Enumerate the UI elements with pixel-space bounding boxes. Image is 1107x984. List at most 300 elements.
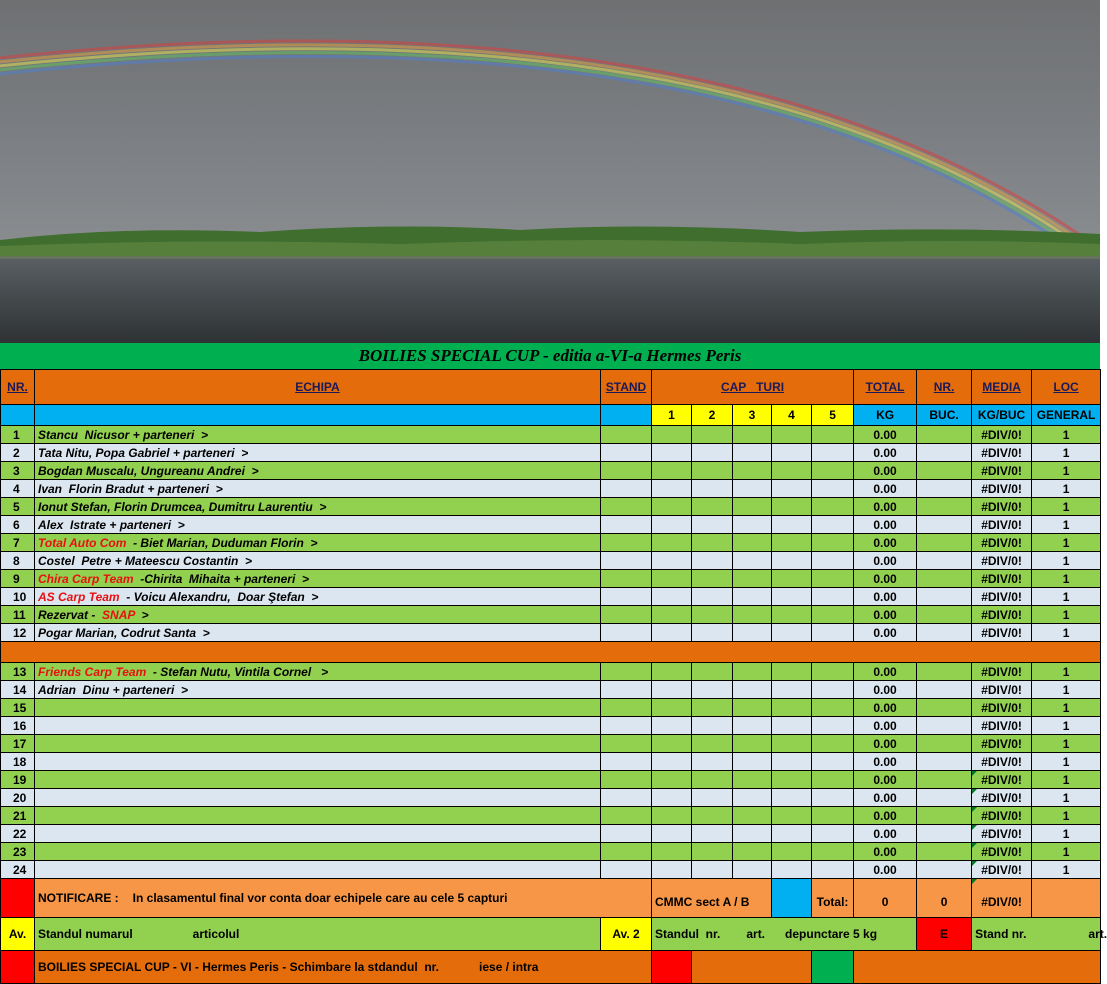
row-turn-3	[733, 462, 772, 480]
row-turn-4	[772, 681, 812, 699]
row-total-kg: 0.00	[854, 570, 917, 588]
row-nr-buc	[917, 807, 972, 825]
row-total-kg: 0.00	[854, 843, 917, 861]
row-turn-3	[733, 843, 772, 861]
total-media: #DIV/0!	[972, 879, 1032, 918]
row-stand	[601, 753, 652, 771]
row-turn-3	[733, 552, 772, 570]
row-turn-1	[652, 861, 692, 879]
row-nr-buc	[917, 735, 972, 753]
row-turn-4	[772, 861, 812, 879]
row-nr: 14	[1, 681, 35, 699]
row-turn-4	[772, 843, 812, 861]
row-turn-4	[772, 699, 812, 717]
col-stand-header: STAND	[601, 370, 652, 405]
row-total-kg: 0.00	[854, 753, 917, 771]
row-total-kg: 0.00	[854, 498, 917, 516]
row-loc: 1	[1032, 534, 1101, 552]
row-stand	[601, 825, 652, 843]
row-total-kg: 0.00	[854, 606, 917, 624]
stand-numarul: Standul numarul articolul	[35, 918, 601, 951]
row-nr: 18	[1, 753, 35, 771]
row-total-kg: 0.00	[854, 681, 917, 699]
row-loc: 1	[1032, 480, 1101, 498]
row-turn-4	[772, 663, 812, 681]
col-nrbuc-header: NR.	[917, 370, 972, 405]
row-stand	[601, 534, 652, 552]
row-turn-4	[772, 570, 812, 588]
row-turn-2	[692, 570, 733, 588]
row-nr: 11	[1, 606, 35, 624]
row-loc: 1	[1032, 516, 1101, 534]
row-team	[35, 807, 601, 825]
row-turn-2	[692, 444, 733, 462]
row-turn-3	[733, 861, 772, 879]
row-turn-5	[812, 807, 854, 825]
row-media: #DIV/0!	[972, 606, 1032, 624]
row-nr: 15	[1, 699, 35, 717]
row-total-kg: 0.00	[854, 807, 917, 825]
row-nr: 24	[1, 861, 35, 879]
row-loc: 1	[1032, 444, 1101, 462]
row-turn-3	[733, 588, 772, 606]
depunctare: Standul nr. art. depunctare 5 kg	[652, 918, 917, 951]
team-members: Pogar Marian, Codrut Santa >	[38, 625, 210, 640]
row-turn-3	[733, 444, 772, 462]
table-row	[1, 624, 1101, 642]
row-nr: 6	[1, 516, 35, 534]
row-media: #DIV/0!	[972, 624, 1032, 642]
row-turn-3	[733, 771, 772, 789]
row-turn-4	[772, 462, 812, 480]
table-row	[1, 735, 1101, 753]
row-team	[35, 663, 601, 681]
table-row	[1, 588, 1101, 606]
row-media: #DIV/0!	[972, 843, 1032, 861]
row-stand	[601, 843, 652, 861]
row-nr: 2	[1, 444, 35, 462]
row-turn-2	[692, 606, 733, 624]
row-media: #DIV/0!	[972, 789, 1032, 807]
kg-header: KG	[854, 405, 917, 426]
cmmc-label: CMMC sect A / B	[652, 879, 772, 918]
row-nr-buc	[917, 699, 972, 717]
row-total-kg: 0.00	[854, 552, 917, 570]
group-separator	[1, 642, 1101, 663]
notificare-text: In clasamentul final vor conta doar echipele care au cele 5 capturi	[132, 891, 508, 905]
row-team	[35, 861, 601, 879]
row-turn-1	[652, 462, 692, 480]
team-club-name: SNAP	[102, 607, 135, 622]
row-media: #DIV/0!	[972, 663, 1032, 681]
row-turn-4	[772, 426, 812, 444]
table-row	[1, 516, 1101, 534]
table-row	[1, 825, 1101, 843]
row-turn-2	[692, 843, 733, 861]
row-turn-5	[812, 534, 854, 552]
row-nr-buc	[917, 753, 972, 771]
table-row	[1, 606, 1101, 624]
col-echipa-header: ECHIPA	[35, 370, 601, 405]
row-turn-5	[812, 606, 854, 624]
team-members: -Chirita Mihaita + parteneri >	[133, 571, 309, 586]
row-nr: 1	[1, 426, 35, 444]
team-members: Tata Nitu, Popa Gabriel + parteneri >	[38, 445, 249, 460]
row-stand	[601, 717, 652, 735]
team-members: Ivan Florin Bradut + parteneri >	[38, 481, 223, 496]
row-loc: 1	[1032, 825, 1101, 843]
row-nr: 8	[1, 552, 35, 570]
row-media: #DIV/0!	[972, 735, 1032, 753]
table-row	[1, 480, 1101, 498]
red-swatch	[652, 951, 692, 984]
row-nr: 20	[1, 789, 35, 807]
row-turn-2	[692, 753, 733, 771]
team-members: Adrian Dinu + parteneri >	[38, 682, 189, 697]
row-turn-1	[652, 498, 692, 516]
row-turn-2	[692, 534, 733, 552]
row-turn-5	[812, 588, 854, 606]
row-turn-5	[812, 444, 854, 462]
row-loc: 1	[1032, 663, 1101, 681]
row-turn-4	[772, 444, 812, 462]
row-turn-4	[772, 735, 812, 753]
row-nr-buc	[917, 606, 972, 624]
row-turn-3	[733, 735, 772, 753]
row-turn-4	[772, 807, 812, 825]
row-turn-4	[772, 480, 812, 498]
row-turn-5	[812, 462, 854, 480]
total-kg: 0	[854, 879, 917, 918]
row-stand	[601, 624, 652, 642]
row-total-kg: 0.00	[854, 861, 917, 879]
row-turn-1	[652, 717, 692, 735]
row-turn-1	[652, 771, 692, 789]
row-stand	[601, 426, 652, 444]
row-turn-5	[812, 753, 854, 771]
row-turn-4	[772, 717, 812, 735]
row-loc: 1	[1032, 735, 1101, 753]
row-turn-1	[652, 588, 692, 606]
row-team	[35, 480, 601, 498]
row-loc: 1	[1032, 606, 1101, 624]
row-nr-buc	[917, 462, 972, 480]
row-nr: 23	[1, 843, 35, 861]
row-stand	[601, 588, 652, 606]
row-turn-4	[772, 588, 812, 606]
row-nr-buc	[917, 444, 972, 462]
row-loc: 1	[1032, 681, 1101, 699]
row-turn-1	[652, 534, 692, 552]
row-team	[35, 717, 601, 735]
team-members: Bogdan Muscalu, Ungureanu Andrei >	[38, 463, 259, 478]
row-turn-5	[812, 825, 854, 843]
table-row	[1, 534, 1101, 552]
subheader-row	[1, 405, 1101, 426]
table-row	[1, 843, 1101, 861]
row-nr-buc	[917, 861, 972, 879]
total-label: Total:	[812, 879, 854, 918]
header-photo-rainbow-lake	[0, 0, 1100, 343]
row-loc: 1	[1032, 699, 1101, 717]
row-turn-2	[692, 624, 733, 642]
row-media: #DIV/0!	[972, 771, 1032, 789]
row-team	[35, 462, 601, 480]
row-turn-4	[772, 552, 812, 570]
row-team	[35, 699, 601, 717]
row-turn-1	[652, 570, 692, 588]
row-total-kg: 0.00	[854, 663, 917, 681]
team-club-name: AS Carp Team	[38, 589, 120, 604]
row-turn-3	[733, 570, 772, 588]
row-turn-1	[652, 807, 692, 825]
team-club-name: Friends Carp Team	[38, 664, 147, 679]
row-loc: 1	[1032, 717, 1101, 735]
row-turn-5	[812, 861, 854, 879]
buc-header: BUC.	[917, 405, 972, 426]
row-total-kg: 0.00	[854, 699, 917, 717]
row-turn-1	[652, 552, 692, 570]
row-turn-4	[772, 771, 812, 789]
row-turn-2	[692, 807, 733, 825]
row-turn-1	[652, 426, 692, 444]
table-row	[1, 807, 1101, 825]
row-turn-4	[772, 789, 812, 807]
green-swatch	[812, 951, 854, 984]
row-turn-1	[652, 843, 692, 861]
row-team	[35, 624, 601, 642]
row-nr: 4	[1, 480, 35, 498]
row-media: #DIV/0!	[972, 699, 1032, 717]
table-row	[1, 771, 1101, 789]
row-turn-3	[733, 534, 772, 552]
row-nr-buc	[917, 843, 972, 861]
row-turn-4	[772, 498, 812, 516]
row-stand	[601, 516, 652, 534]
row-turn-4	[772, 606, 812, 624]
row-loc: 1	[1032, 426, 1101, 444]
row-turn-5	[812, 663, 854, 681]
row-turn-2	[692, 825, 733, 843]
team-members: - Stefan Nutu, Vintila Cornel >	[146, 664, 329, 679]
row-stand	[601, 462, 652, 480]
table-row	[1, 861, 1101, 879]
footer-notificare-row	[1, 879, 1101, 918]
table-row	[1, 789, 1101, 807]
row-turn-3	[733, 717, 772, 735]
table-row	[1, 444, 1101, 462]
row-turn-2	[692, 681, 733, 699]
row-team	[35, 771, 601, 789]
row-team	[35, 753, 601, 771]
row-nr: 7	[1, 534, 35, 552]
row-stand	[601, 606, 652, 624]
stand-nr: Stand nr. art.	[972, 918, 1101, 951]
row-turn-2	[692, 498, 733, 516]
row-total-kg: 0.00	[854, 624, 917, 642]
row-media: #DIV/0!	[972, 807, 1032, 825]
row-stand	[601, 444, 652, 462]
row-turn-1	[652, 699, 692, 717]
row-nr: 16	[1, 717, 35, 735]
row-stand	[601, 789, 652, 807]
row-media: #DIV/0!	[972, 462, 1032, 480]
row-total-kg: 0.00	[854, 462, 917, 480]
row-team	[35, 843, 601, 861]
row-turn-4	[772, 516, 812, 534]
row-loc: 1	[1032, 789, 1101, 807]
row-turn-3	[733, 624, 772, 642]
row-team	[35, 735, 601, 753]
row-nr: 9	[1, 570, 35, 588]
row-nr: 10	[1, 588, 35, 606]
row-turn-1	[652, 753, 692, 771]
row-stand	[601, 699, 652, 717]
row-total-kg: 0.00	[854, 534, 917, 552]
row-team	[35, 681, 601, 699]
table-row	[1, 498, 1101, 516]
row-nr-buc	[917, 789, 972, 807]
row-turn-3	[733, 825, 772, 843]
row-media: #DIV/0!	[972, 426, 1032, 444]
red-marker-2	[1, 951, 35, 984]
row-turn-3	[733, 480, 772, 498]
row-nr: 3	[1, 462, 35, 480]
row-nr-buc	[917, 588, 972, 606]
row-turn-2	[692, 588, 733, 606]
row-stand	[601, 480, 652, 498]
row-team	[35, 534, 601, 552]
row-total-kg: 0.00	[854, 771, 917, 789]
row-stand	[601, 771, 652, 789]
row-turn-3	[733, 426, 772, 444]
team-members: Alex Istrate + parteneri >	[38, 517, 185, 532]
table-row	[1, 753, 1101, 771]
row-turn-2	[692, 480, 733, 498]
row-turn-1	[652, 444, 692, 462]
row-loc: 1	[1032, 753, 1101, 771]
row-team	[35, 552, 601, 570]
turn-1-header: 1	[652, 405, 692, 426]
row-total-kg: 0.00	[854, 789, 917, 807]
row-loc: 1	[1032, 588, 1101, 606]
row-nr-buc	[917, 480, 972, 498]
col-nr-header: NR.	[1, 370, 35, 405]
row-nr-buc	[917, 681, 972, 699]
row-loc: 1	[1032, 843, 1101, 861]
row-turn-5	[812, 498, 854, 516]
row-loc: 1	[1032, 771, 1101, 789]
row-total-kg: 0.00	[854, 480, 917, 498]
row-media: #DIV/0!	[972, 825, 1032, 843]
team-members: Ionut Stefan, Florin Drumcea, Dumitru Laurentiu >	[38, 499, 327, 514]
row-nr: 19	[1, 771, 35, 789]
row-nr-buc	[917, 663, 972, 681]
row-team	[35, 825, 601, 843]
row-media: #DIV/0!	[972, 534, 1032, 552]
sheet-title: BOILIES SPECIAL CUP - editia a-VI-a Hermes Peris	[0, 343, 1100, 369]
row-loc: 1	[1032, 462, 1101, 480]
row-turn-1	[652, 735, 692, 753]
row-turn-1	[652, 480, 692, 498]
row-team	[35, 570, 601, 588]
row-turn-4	[772, 534, 812, 552]
row-stand	[601, 735, 652, 753]
row-turn-5	[812, 570, 854, 588]
row-total-kg: 0.00	[854, 825, 917, 843]
footer-schimbare-row	[1, 951, 1101, 984]
row-nr-buc	[917, 570, 972, 588]
row-turn-5	[812, 717, 854, 735]
row-turn-1	[652, 663, 692, 681]
team-club-name: Chira Carp Team	[38, 571, 134, 586]
row-turn-2	[692, 663, 733, 681]
row-nr-buc	[917, 717, 972, 735]
red-marker	[1, 879, 35, 918]
row-nr: 13	[1, 663, 35, 681]
row-turn-5	[812, 426, 854, 444]
notificare-label: NOTIFICARE :	[38, 891, 119, 905]
row-stand	[601, 570, 652, 588]
row-turn-5	[812, 480, 854, 498]
row-media: #DIV/0!	[972, 570, 1032, 588]
row-turn-2	[692, 735, 733, 753]
row-turn-2	[692, 426, 733, 444]
row-nr-buc	[917, 516, 972, 534]
header-row	[1, 370, 1101, 405]
row-total-kg: 0.00	[854, 735, 917, 753]
row-team	[35, 789, 601, 807]
turn-2-header: 2	[692, 405, 733, 426]
row-turn-2	[692, 771, 733, 789]
row-turn-3	[733, 753, 772, 771]
row-nr-buc	[917, 498, 972, 516]
row-team	[35, 606, 601, 624]
row-nr: 22	[1, 825, 35, 843]
row-team	[35, 444, 601, 462]
row-turn-5	[812, 624, 854, 642]
row-nr: 12	[1, 624, 35, 642]
table-row	[1, 570, 1101, 588]
team-members: - Biet Marian, Duduman Florin >	[126, 535, 318, 550]
general-header: GENERAL	[1032, 405, 1101, 426]
turn-5-header: 5	[812, 405, 854, 426]
row-total-kg: 0.00	[854, 444, 917, 462]
row-turn-2	[692, 789, 733, 807]
team-members: Rezervat -	[38, 607, 103, 622]
row-media: #DIV/0!	[972, 681, 1032, 699]
row-media: #DIV/0!	[972, 516, 1032, 534]
row-turn-3	[733, 498, 772, 516]
standings-table	[0, 369, 1107, 984]
row-turn-2	[692, 552, 733, 570]
row-loc: 1	[1032, 624, 1101, 642]
row-media: #DIV/0!	[972, 861, 1032, 879]
row-nr-buc	[917, 825, 972, 843]
row-nr: 21	[1, 807, 35, 825]
footer-avertisment-row	[1, 918, 1101, 951]
row-turn-3	[733, 606, 772, 624]
team-club-name: Total Auto Com	[38, 535, 127, 550]
team-members: Stancu Nicusor + parteneri >	[38, 427, 209, 442]
row-turn-1	[652, 681, 692, 699]
row-nr: 17	[1, 735, 35, 753]
row-turn-1	[652, 789, 692, 807]
av2-label: Av. 2	[601, 918, 652, 951]
schimbare: BOILIES SPECIAL CUP - VI - Hermes Peris - Schimbare la stdandul nr. iese / intra	[35, 951, 652, 984]
row-turn-2	[692, 462, 733, 480]
col-media-header: MEDIA	[972, 370, 1032, 405]
